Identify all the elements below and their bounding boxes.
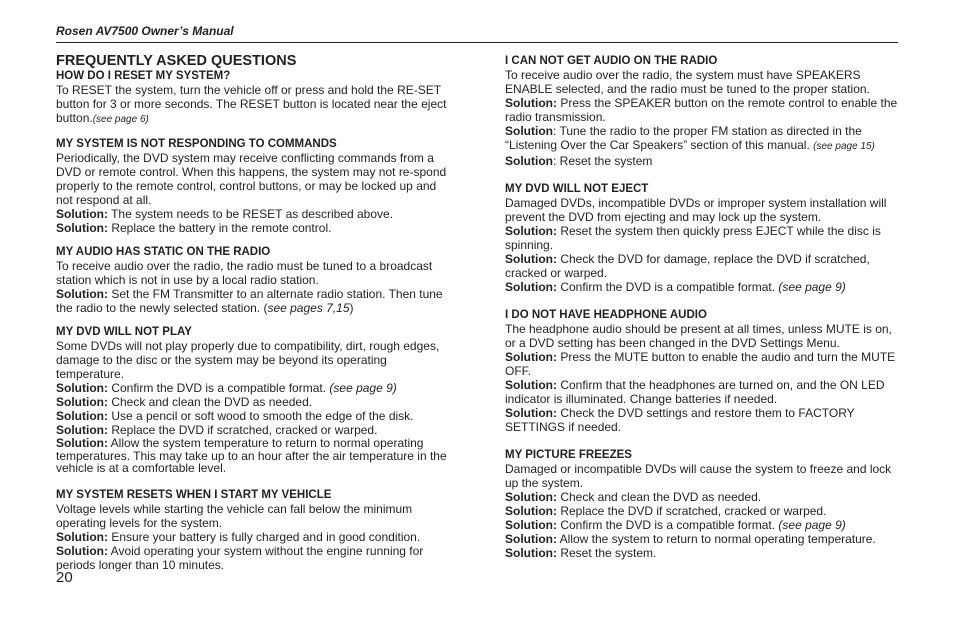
faq-not-eject-section bbox=[505, 182, 898, 294]
solution-text: Check the DVD settings and restore them to FACTORY SETTINGS if needed. bbox=[505, 406, 855, 434]
solution-text: Ensure your battery is fully charged and in good condition. bbox=[107, 529, 421, 544]
answer-body: To RESET the system, turn the vehicle off or press and hold the RE-SET button for 3 or more seconds. The RESET button is located near the eject button. bbox=[56, 83, 447, 125]
solution-line bbox=[505, 280, 898, 294]
faq-not-responding-section bbox=[56, 137, 452, 235]
solution-text: The system needs to be RESET as described above. bbox=[107, 207, 394, 221]
solution-line bbox=[56, 395, 452, 409]
solution-text: Press the SPEAKER button on the remote control to enable the radio transmission. bbox=[505, 96, 898, 124]
solution-label: Solution: bbox=[56, 287, 108, 301]
solution-text: Confirm the DVD is a compatible format. bbox=[107, 381, 330, 395]
answer-body: To receive audio over the radio, the radio must be tuned to a broadcast station which is not in use by a local radio station. bbox=[56, 259, 433, 287]
solution-label: Solution: bbox=[505, 96, 557, 110]
solution-text: Check and clean the DVD as needed. bbox=[556, 490, 762, 504]
faq-reset-section bbox=[56, 69, 452, 127]
solution-text: Replace the DVD if scratched, cracked or warped. bbox=[107, 423, 378, 437]
solution-text: Check the DVD for damage, replace the DVD if scratched, cracked or warped. bbox=[505, 252, 870, 280]
solution-label: Solution: bbox=[505, 532, 557, 546]
solution-label: Solution: bbox=[56, 409, 108, 423]
solution-line bbox=[56, 207, 452, 221]
page-reference: see pages 7,15 bbox=[267, 301, 350, 315]
solution-line bbox=[56, 437, 452, 475]
question-heading: HOW DO I RESET MY SYSTEM? bbox=[56, 70, 231, 82]
page-reference: (see page 15) bbox=[813, 141, 875, 152]
solution-line bbox=[505, 378, 898, 406]
solution-label: Solution: bbox=[56, 529, 108, 544]
solution-text: Check and clean the DVD as needed. bbox=[107, 395, 313, 409]
answer-body: Periodically, the DVD system may receive conflicting commands from a DVD or remote control. When this happens, the system may not re-spond properly to the remote control, control buttons, or may be locked up and not respond at all. bbox=[56, 151, 447, 207]
answer-body: The headphone audio should be present at all times, unless MUTE is on, or a DVD setting has been changed in the DVD Settings Menu. bbox=[505, 322, 892, 350]
faq-resets-section bbox=[56, 488, 452, 572]
solution-line bbox=[505, 406, 898, 434]
question-heading: MY SYSTEM RESETS WHEN I START MY VEHICLE bbox=[56, 488, 332, 501]
question-heading: I DO NOT HAVE HEADPHONE AUDIO bbox=[505, 309, 707, 321]
solution-text: Reset the system. bbox=[556, 546, 657, 560]
solution-line bbox=[505, 154, 898, 168]
question-heading: MY PICTURE FREEZES bbox=[505, 449, 632, 461]
answer-body: To receive audio over the radio, the system must have SPEAKERS ENABLE selected, and the radio must be tuned to the proper station. bbox=[505, 68, 870, 96]
answer-body: Some DVDs will not play properly due to compatibility, dirt, rough edges, damage to the disc or the system may be beyond its operating temperature. bbox=[56, 339, 440, 381]
solution-line bbox=[505, 224, 898, 252]
solution-label: Solution: bbox=[56, 436, 108, 450]
solution-label: Solution: bbox=[505, 252, 557, 266]
solution-line bbox=[56, 409, 452, 423]
solution-line bbox=[505, 546, 898, 560]
page-reference: (see page 6) bbox=[92, 114, 149, 125]
faq-not-play-section bbox=[56, 325, 452, 475]
page-reference: (see page 9) bbox=[778, 280, 846, 294]
solution-line bbox=[56, 544, 452, 572]
faq-headphone-section bbox=[505, 308, 898, 434]
solution-label: Solution: bbox=[505, 378, 557, 392]
solution-line bbox=[505, 124, 898, 154]
solution-line bbox=[505, 490, 898, 504]
header-rule bbox=[56, 42, 898, 43]
solution-line bbox=[56, 530, 452, 544]
question-heading: I CAN NOT GET AUDIO ON THE RADIO bbox=[505, 55, 718, 67]
solution-line bbox=[505, 350, 898, 378]
solution-label: Solution: bbox=[505, 518, 557, 532]
page-reference: (see page 9) bbox=[778, 518, 846, 532]
solution-line bbox=[56, 381, 452, 395]
solution-label: Solution: bbox=[56, 543, 108, 558]
question-heading: MY SYSTEM IS NOT RESPONDING TO COMMANDS bbox=[56, 138, 337, 150]
solution-line bbox=[505, 96, 898, 124]
solution-text: Avoid operating your system without the engine running for periods longer than 10 minutes. bbox=[56, 543, 424, 572]
question-heading: MY DVD WILL NOT EJECT bbox=[505, 183, 649, 195]
solution-line bbox=[505, 504, 898, 518]
solution-label: Solution: bbox=[505, 280, 557, 294]
solution-label: Solution: bbox=[505, 350, 557, 364]
answer-body: Voltage levels while starting the vehicle can fall below the minimum operating levels for the system. bbox=[56, 501, 413, 530]
solution-label: Solution: bbox=[505, 504, 557, 518]
faq-title: FREQUENTLY ASKED QUESTIONS bbox=[56, 53, 297, 69]
solution-label: Solution: bbox=[56, 221, 108, 235]
solution-text: Allow the system to return to normal operating temperature. bbox=[556, 532, 876, 546]
left-column bbox=[56, 54, 452, 582]
page-reference: (see page 9) bbox=[329, 381, 397, 395]
solution-text: Replace the DVD if scratched, cracked or warped. bbox=[556, 504, 827, 518]
solution-label: Solution: bbox=[505, 224, 557, 238]
answer-text bbox=[56, 83, 452, 127]
right-column bbox=[505, 54, 898, 570]
solution-label: Solution: bbox=[56, 207, 108, 221]
solution-text: Use a pencil or soft wood to smooth the edge of the disk. bbox=[107, 409, 414, 423]
solution-line bbox=[505, 532, 898, 546]
solution-text: Confirm that the headphones are turned on, and the ON LED indicator is illuminated. Change batteries if needed. bbox=[505, 378, 885, 406]
solution-label: Solution: bbox=[56, 395, 108, 409]
solution-label: Solution: bbox=[505, 490, 557, 504]
faq-no-radio-audio-section bbox=[505, 54, 898, 168]
solution-label: Solution: bbox=[56, 423, 108, 437]
solution-label: Solution bbox=[505, 124, 553, 138]
solution-label: Solution: bbox=[505, 406, 557, 420]
solution-label: Solution bbox=[505, 154, 553, 168]
solution-text-end: ) bbox=[349, 301, 354, 315]
question-heading: MY AUDIO HAS STATIC ON THE RADIO bbox=[56, 246, 271, 258]
answer-body: Damaged DVDs, incompatible DVDs or improper system installation will prevent the DVD from ejecting and may lock up the system. bbox=[505, 196, 887, 224]
solution-text: : Tune the radio to the proper FM station as directed in the “Listening Over the Car Speakers” section of this manual. bbox=[505, 124, 862, 152]
solution-text: Replace the battery in the remote control. bbox=[107, 221, 332, 235]
faq-freezes-section bbox=[505, 448, 898, 560]
solution-text: Press the MUTE button to enable the audio and turn the MUTE OFF. bbox=[505, 350, 896, 378]
solution-line bbox=[56, 221, 452, 235]
page-number: 20 bbox=[56, 569, 73, 586]
solution-text: Reset the system then quickly press EJECT while the disc is spinning. bbox=[505, 224, 881, 252]
solution-label: Solution: bbox=[505, 546, 557, 560]
solution-text: Confirm the DVD is a compatible format. bbox=[556, 518, 779, 532]
solution-line bbox=[505, 252, 898, 280]
answer-body: Damaged or incompatible DVDs will cause the system to freeze and lock up the system. bbox=[505, 462, 892, 490]
solution-text: Confirm the DVD is a compatible format. bbox=[556, 280, 779, 294]
solution-label: Solution: bbox=[56, 381, 108, 395]
solution-line bbox=[56, 423, 452, 437]
solution-text: Allow the system temperature to return to normal operating temperatures. This may take up to an hour after the air temperature in the vehicle is at a comfortable level. bbox=[56, 436, 447, 475]
solution-text: : Reset the system bbox=[553, 154, 653, 168]
solution-line bbox=[505, 518, 898, 532]
manual-header-title: Rosen AV7500 Owner’s Manual bbox=[56, 24, 234, 38]
solution-line bbox=[56, 287, 452, 315]
solution-text: Set the FM Transmitter to an alternate radio station. Then tune the radio to the newly selected station. ( bbox=[56, 287, 443, 315]
question-heading: MY DVD WILL NOT PLAY bbox=[56, 326, 192, 338]
faq-static-section bbox=[56, 245, 452, 315]
